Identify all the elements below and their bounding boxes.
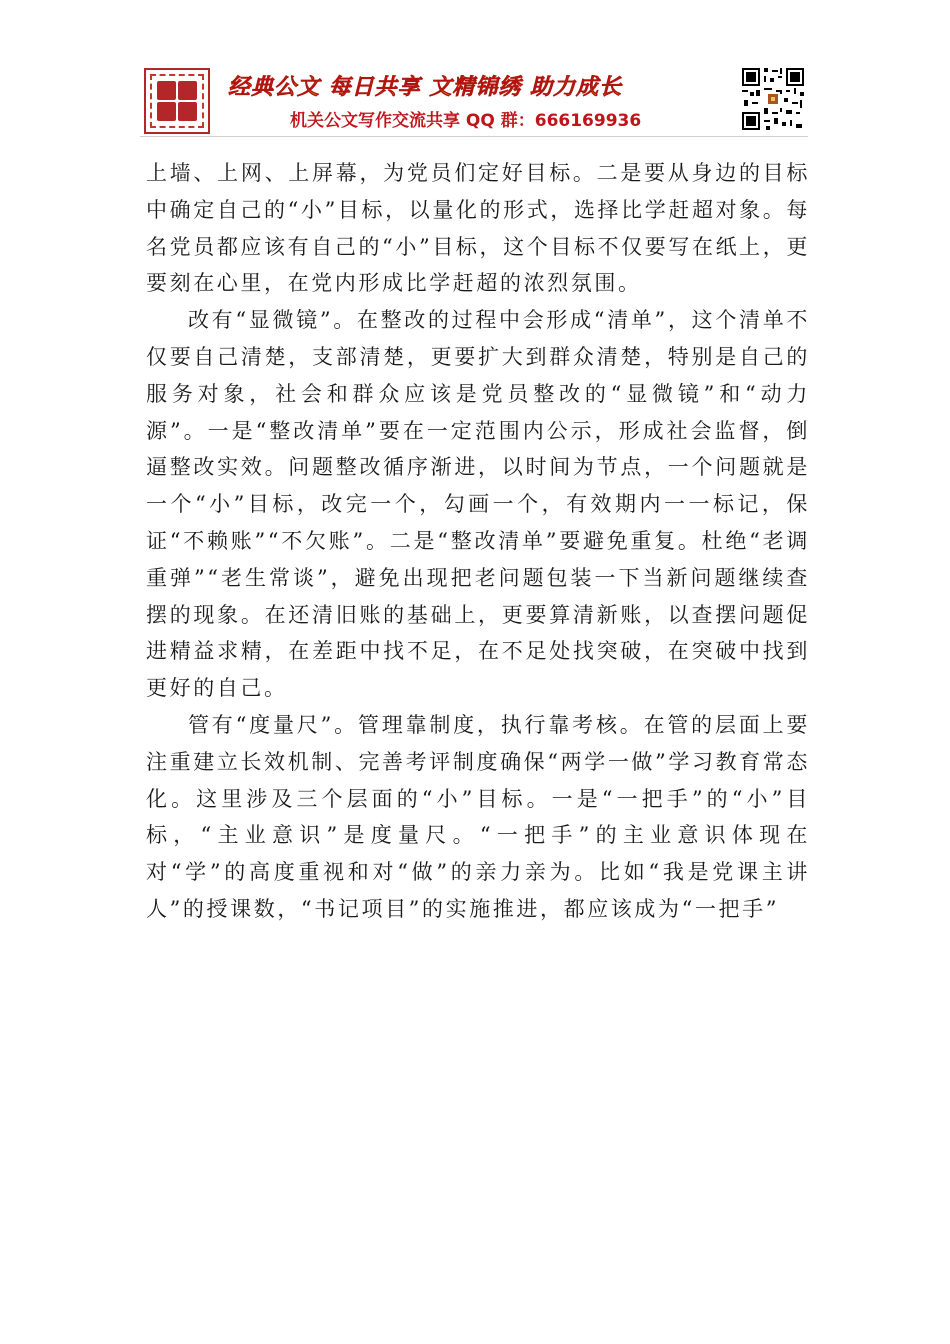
seal-glyph <box>157 102 176 121</box>
seal-glyph <box>157 81 176 100</box>
seal-logo-icon <box>144 68 210 134</box>
document-header <box>140 66 808 136</box>
header-divider <box>140 136 808 137</box>
document-body <box>146 155 810 928</box>
seal-characters <box>156 80 198 122</box>
body-paragraph: 上墙、上网、上屏幕，为党员们定好目标。二是要从身边的目标中确定自己的“小”目标，以量化的形式，选择比学赶超对象。每名党员都应该有自己的“小”目标，这个目标不仅要写在纸上，更要刻在心里，在党内形成比学赶超的浓烈氛围。 <box>146 161 810 296</box>
seal-glyph <box>178 81 197 100</box>
qq-group-line: 机关公文写作交流共享 QQ 群：666169936 <box>290 111 642 131</box>
header-slogan: 经典公文 每日共享 文精锦绣 助力成长 <box>228 75 622 100</box>
seal-glyph <box>178 102 197 121</box>
body-paragraph: 改有“显微镜”。在整改的过程中会形成“清单”，这个清单不仅要自己清楚，支部清楚，更要扩大到群众清楚，特别是自己的服务对象，社会和群众应该是党员整改的“显微镜”和“动力源”。一是“整改清单”要在一定范围内公示，形成社会监督，倒逼整改实效。问题整改循序渐进，以时间为节点，一个问题就是一个“小”目标，改完一个，勾画一个，有效期内一一标记，保证“不赖账”“不欠账”。二是“整改清单”要避免重复。杜绝“老调重弹”“老生常谈”，避免出现把老问题包装一下当新问题继续查摆的现象。在还清旧账的基础上，更要算清新账，以查摆问题促进精益求精，在差距中找不足，在不足处找突破，在突破中找到更好的自己。 <box>146 308 810 701</box>
qr-code-icon <box>740 66 806 132</box>
body-paragraph: 管有“度量尺”。管理靠制度，执行靠考核。在管的层面上要注重建立长效机制、完善考评制度确保“两学一做”学习教育常态化。这里涉及三个层面的“小”目标。一是“一把手”的“小”目标，“主业意识”是度量尺。“一把手”的主业意识体现在对“学”的高度重视和对“做”的亲力亲为。比如“我是党课主讲人”的授课数，“书记项目”的实施推进，都应该成为“一把手” <box>146 712 810 921</box>
